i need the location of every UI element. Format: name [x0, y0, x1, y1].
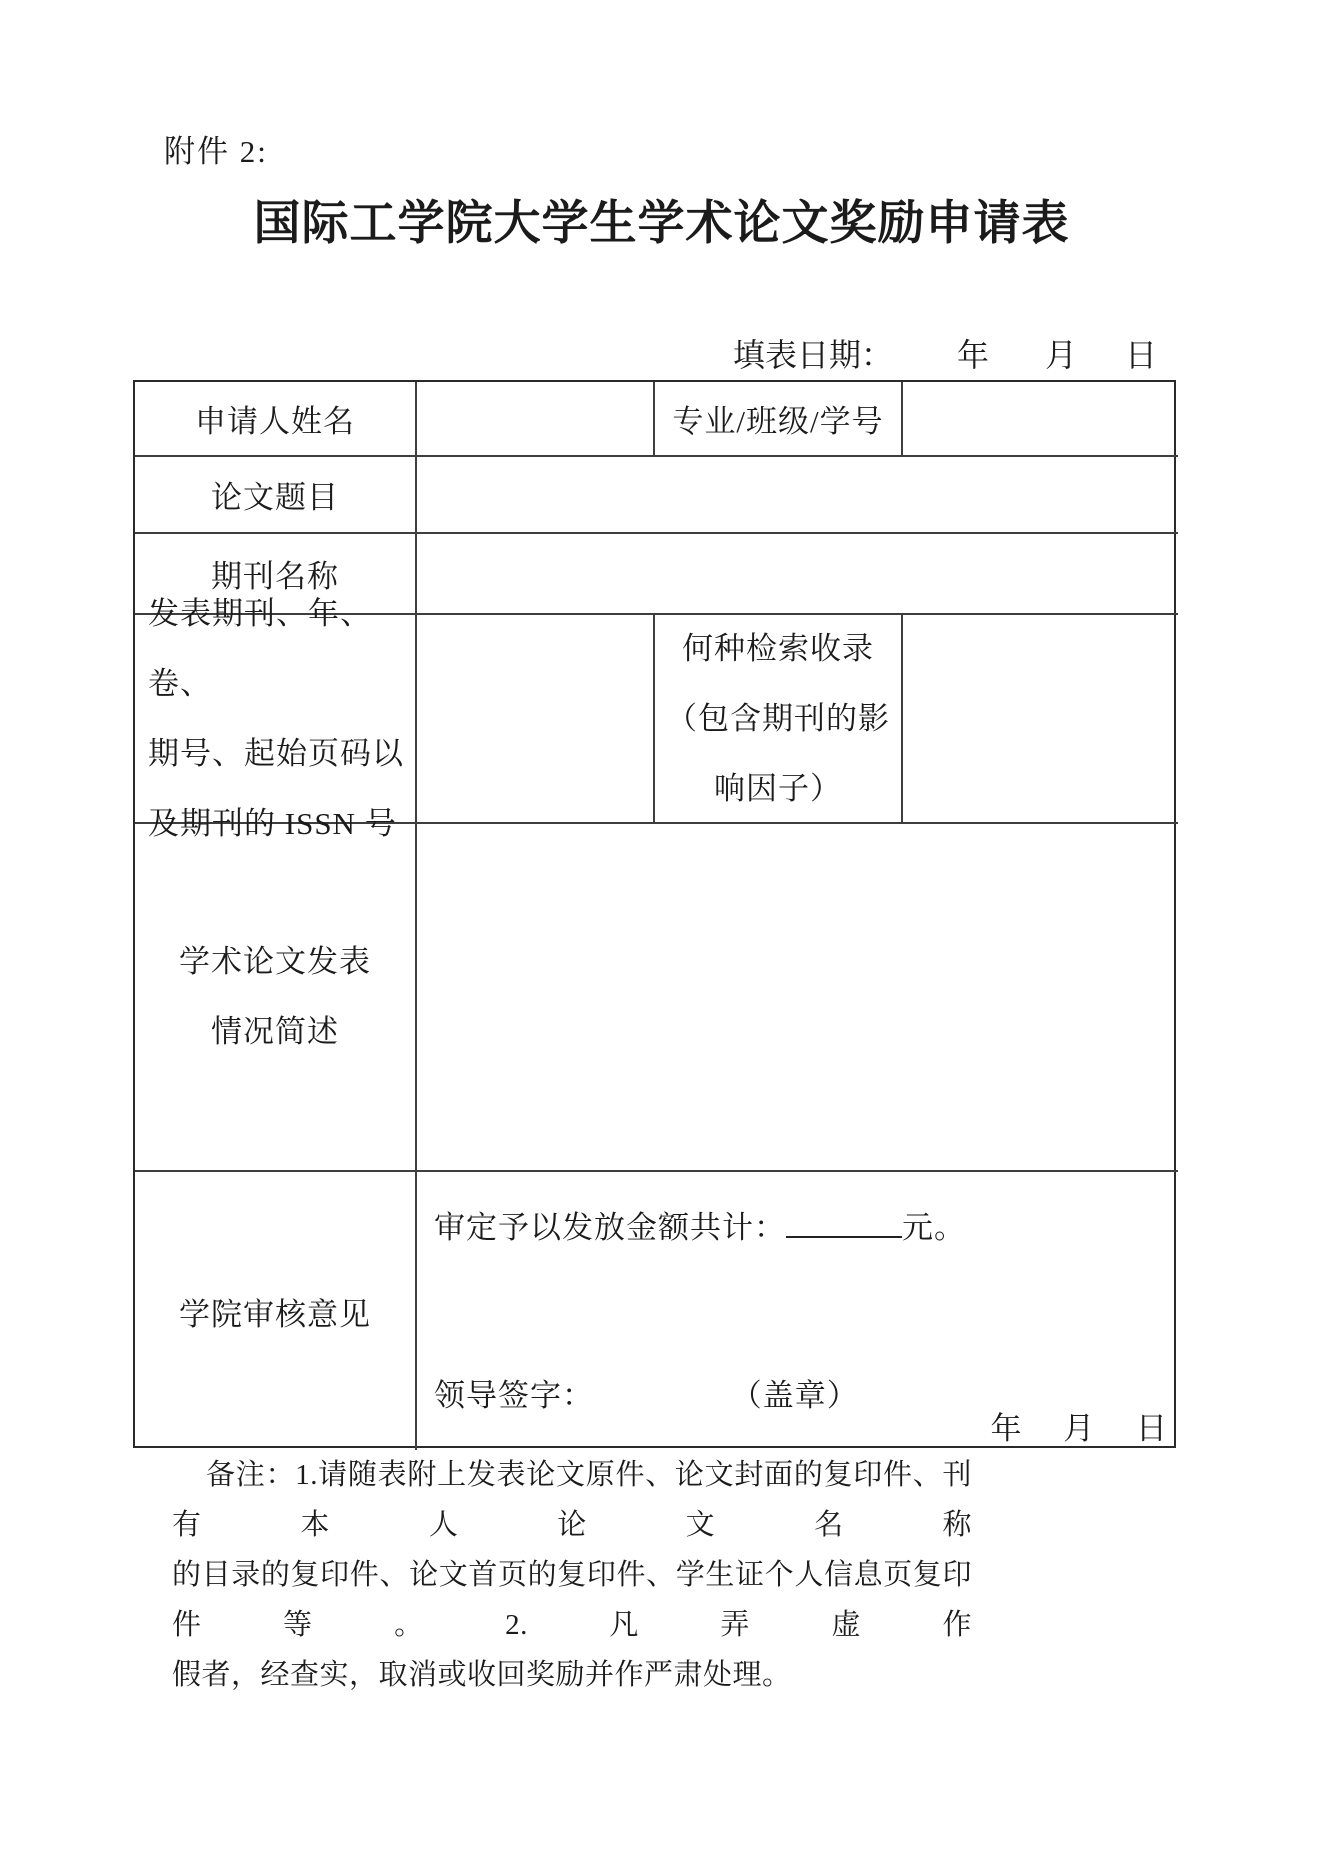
review-date-year-label: 年	[990, 1411, 1023, 1446]
index-type-line-3: 响因子）	[714, 770, 842, 806]
publication-summary-label	[179, 927, 371, 1067]
amount-unit-label: 元。	[902, 1210, 966, 1245]
approved-amount-line	[434, 1202, 966, 1247]
fill-date-year-label: 年	[957, 337, 990, 373]
major-class-id-label-cell: 专业/班级/学号	[655, 382, 903, 457]
note-line-3: 假者，经查实，取消或收回奖励并作严肃处理。	[172, 1659, 792, 1691]
applicant-name-label-cell: 申请人姓名	[135, 382, 417, 457]
journal-name-label-cell: 期刊名称	[135, 534, 417, 615]
publication-summary-input-cell	[417, 824, 1178, 1172]
fill-date-day-label: 日	[1125, 337, 1158, 373]
index-type-line-1: 何种检索收录	[682, 630, 874, 666]
leader-signature-line	[434, 1370, 859, 1415]
publication-details-label	[148, 579, 409, 859]
publication-details-line-1: 发表期刊、年、卷、	[148, 595, 372, 701]
attachment-label: 附件 2:	[164, 134, 268, 169]
fill-date-month-label: 月	[1045, 337, 1078, 373]
review-date-line	[991, 1403, 1169, 1448]
publication-summary-line-1: 学术论文发表	[179, 944, 371, 979]
note-line-2: 的目录的复印件、论文首页的复印件、学生证个人信息页复印件等。2.凡弄虚作	[172, 1559, 972, 1641]
form-title: 国际工学院大学生学术论文奖励申请表	[253, 198, 1070, 250]
publication-summary-line-2: 情况简述	[211, 1014, 339, 1049]
college-review-content-cell	[417, 1172, 1178, 1450]
review-date-day-label: 日	[1136, 1411, 1168, 1446]
index-type-line-2: （包含期刊的影	[666, 700, 890, 736]
amount-blank-underline	[786, 1203, 902, 1238]
journal-name-input-cell	[417, 534, 1178, 615]
index-type-input-cell	[903, 615, 1178, 824]
major-class-id-input-cell	[903, 382, 1178, 457]
paper-title-input-cell	[417, 457, 1178, 534]
notes-paragraph	[172, 1450, 972, 1700]
fill-date-label: 填表日期：	[733, 337, 894, 373]
review-date-month-label: 月	[1063, 1411, 1096, 1446]
note-line-1: 备注：1.请随表附上发表论文原件、论文封面的复印件、刊有本人论文名称	[172, 1459, 972, 1541]
publication-details-line-3: 及期刊的 ISSN 号	[148, 805, 397, 841]
application-table	[133, 380, 1176, 1448]
index-type-label	[666, 614, 890, 824]
publication-details-line-2: 期号、起始页码以	[148, 735, 404, 771]
leader-signature-label: 领导签字：	[434, 1378, 594, 1413]
seal-label: （盖章）	[730, 1378, 859, 1413]
publication-details-input-cell	[417, 615, 655, 824]
publication-details-label-cell	[135, 595, 417, 841]
approved-amount-label: 审定予以发放金额共计：	[434, 1210, 786, 1245]
paper-title-label-cell: 论文题目	[135, 457, 417, 534]
publication-summary-label-cell	[135, 824, 417, 1172]
college-review-label-cell: 学院审核意见	[135, 1172, 417, 1450]
applicant-name-input-cell	[417, 382, 655, 457]
index-type-label-cell	[655, 615, 903, 824]
fill-date-line	[733, 330, 1157, 376]
